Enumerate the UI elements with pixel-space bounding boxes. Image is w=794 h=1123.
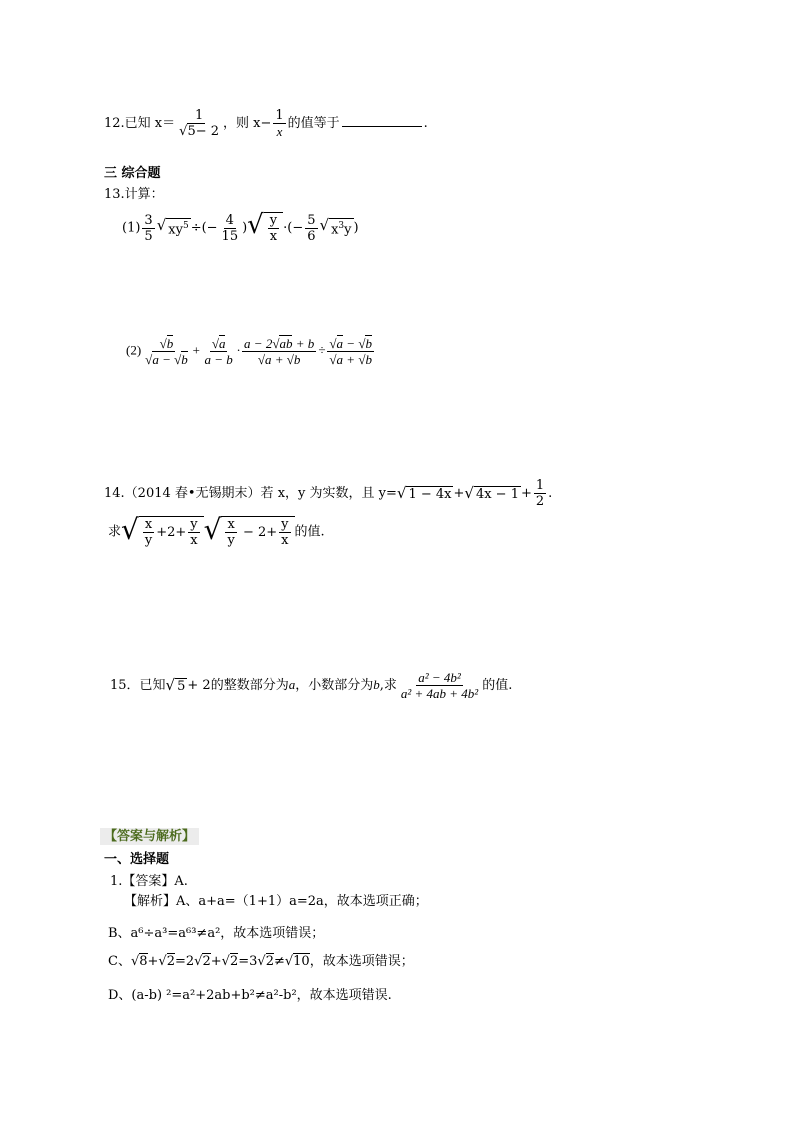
q12-fraction: $\frac{1}{√5- 2}$	[179, 108, 220, 139]
q12-fraction-2: $\frac{1}{x}$	[275, 108, 284, 139]
answer-blank	[342, 114, 422, 127]
answer-option-b: B、a⁶÷a³=a⁶³≠a²，故本选项错误；	[108, 926, 325, 941]
answer-option-c: C、√8+√2=2√2+√2=3√2≠√10，故本选项错误；	[108, 954, 414, 969]
question-14-line-2: 求 √ $\frac{x}{y}$ +2+ $\frac{y}{x}$ √ $\frac{x}{y}$ − 2+ $\frac{y}{x}$ 的值.	[108, 513, 325, 548]
q13-part-2: (2) $\frac{√b}{√a - √b}$ + $\frac{√a}{a - b}$ · $\frac{a - 2√ab + b}{√a + √b}$ ÷ $\frac{√a - √b}{√a + √b}$	[126, 336, 372, 367]
answer-header: 【答案与解析】	[100, 825, 199, 844]
answer-1-analysis: 【解析】A、a+a=（1+1）a=2a，故本选项正确；	[124, 894, 428, 909]
q12-prefix: 12.已知 x＝	[104, 116, 176, 131]
question-15: 15．已知 √ 5 + 2的整数部分为a，小数部分为b,求 $\frac{\text{a² − 4b²}}{\text{a² + 4ab + 4b²}}$ 的值.	[110, 670, 513, 701]
section-3-heading: 三 综合题	[104, 166, 161, 181]
q13-label: 13.计算：	[104, 187, 164, 202]
answer-1: 1.【答案】A.	[110, 874, 188, 889]
question-14-line-1: 14.（2014 春•无锡期末）若 x，y 为实数，且 y= √ 1 − 4x + √ 4x − 1 + $\frac{1}{2}$ .	[104, 478, 553, 509]
question-12: 12.已知 x＝ $\frac{1}{√5- 2}$ ，则 x− $\frac{1}{x}$ 的值等于 .	[104, 108, 428, 139]
section-1-heading: 一、选择题	[104, 852, 170, 867]
answer-option-d: D、(a-b) ²=a²+2ab+b²≠a²-b²，故本选项错误.	[108, 988, 392, 1003]
q13-part-1: (1) $\frac{3}{5}$ √ $xy^5$ ÷(− $\frac{4}{15}$ ) √ $\frac{y}{x}$ ·(− $\frac{5}{6}$ √ $x^3y$ )	[122, 210, 359, 244]
